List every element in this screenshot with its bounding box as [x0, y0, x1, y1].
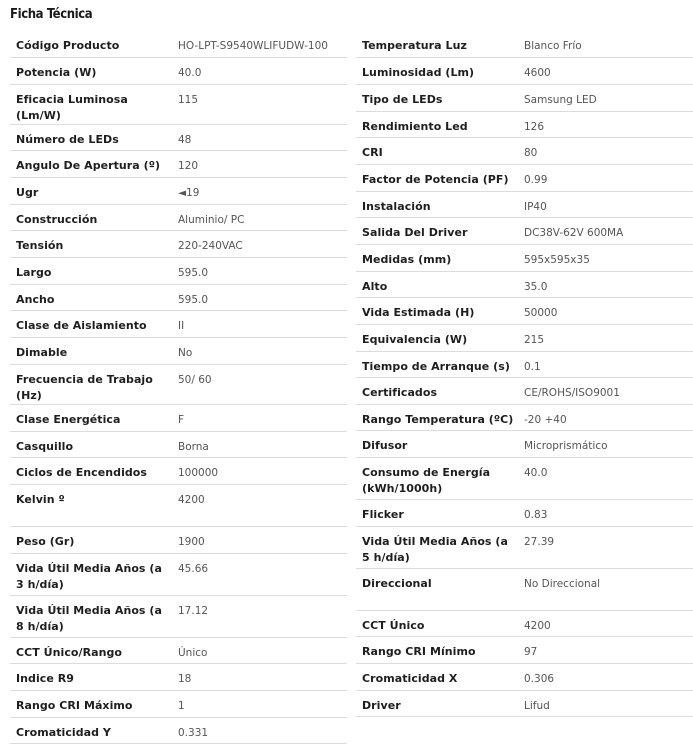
- spec-value: 40.0: [518, 457, 693, 499]
- spec-value: 48: [172, 124, 347, 150]
- spec-label: Factor de Potencia (PF): [356, 164, 518, 191]
- spec-row: [10, 230, 347, 257]
- spec-label: Angulo De Apertura (º): [10, 150, 172, 177]
- spec-row: [356, 164, 693, 191]
- spec-row: [356, 191, 693, 217]
- spec-row: [10, 637, 347, 663]
- spec-value: 0.99: [518, 164, 693, 191]
- spec-value: Aluminio/ PC: [172, 204, 347, 230]
- spec-label: Vida Estimada (H): [356, 297, 518, 324]
- spec-row: [356, 84, 693, 111]
- spec-value: 45.66: [172, 553, 347, 595]
- spec-row: [10, 364, 347, 404]
- spec-label: Ugr: [10, 177, 172, 204]
- spec-label: Casquillo: [10, 431, 172, 457]
- spec-label: Driver: [356, 690, 518, 716]
- spec-value: 115: [172, 84, 347, 124]
- spec-table-left: [10, 31, 347, 744]
- spec-label: Luminosidad (Lm): [356, 57, 518, 84]
- spec-row: [10, 177, 347, 204]
- spec-table-right: [356, 31, 693, 717]
- spec-label: Rango Temperatura (ºC): [356, 404, 518, 430]
- spec-row: [356, 297, 693, 324]
- spec-row: [356, 457, 693, 499]
- spec-value: 40.0: [172, 57, 347, 84]
- spec-row: [10, 595, 347, 637]
- spec-value: 1900: [172, 526, 347, 553]
- spec-row: [10, 337, 347, 364]
- spec-value: Samsung LED: [518, 84, 693, 111]
- spec-value: 215: [518, 324, 693, 351]
- spec-label: Kelvin º: [10, 484, 172, 526]
- spec-label: Rango CRI Máximo: [10, 690, 172, 717]
- spec-row: [10, 553, 347, 595]
- spec-row: [10, 457, 347, 484]
- spec-value: 0.331: [172, 717, 347, 743]
- spec-row: [10, 310, 347, 337]
- spec-value: 97: [518, 636, 693, 663]
- spec-row: [356, 377, 693, 404]
- spec-row: [356, 610, 693, 636]
- spec-row: [356, 351, 693, 377]
- spec-row: [10, 404, 347, 431]
- spec-label: Cromaticidad Y: [10, 717, 172, 743]
- spec-value: CE/ROHS/ISO9001: [518, 377, 693, 404]
- spec-value: No Direccional: [518, 568, 693, 610]
- spec-label: Cromaticidad X: [356, 663, 518, 690]
- spec-label: Alto: [356, 271, 518, 297]
- spec-label: Indice R9: [10, 663, 172, 690]
- spec-label: Equivalencia (W): [356, 324, 518, 351]
- spec-label: Tensión: [10, 230, 172, 257]
- spec-row: [356, 31, 693, 57]
- spec-label: Direccional: [356, 568, 518, 610]
- spec-label: Clase de Aislamiento: [10, 310, 172, 337]
- spec-label: Consumo de Energía (kWh/1000h): [356, 457, 518, 499]
- spec-label: CCT Único/Rango: [10, 637, 172, 663]
- spec-value: 595x595x35: [518, 244, 693, 271]
- spec-value: 595.0: [172, 284, 347, 310]
- spec-label: Construcción: [10, 204, 172, 230]
- spec-label: Número de LEDs: [10, 124, 172, 150]
- spec-label: Vida Útil Media Años (a 3 h/día): [10, 553, 172, 595]
- spec-row: [10, 84, 347, 124]
- spec-label: Rango CRI Mínimo: [356, 636, 518, 663]
- spec-value: 126: [518, 111, 693, 137]
- spec-label: Largo: [10, 257, 172, 284]
- spec-label: Eficacia Luminosa (Lm/W): [10, 84, 172, 124]
- spec-value: 50/ 60: [172, 364, 347, 404]
- spec-row: [10, 257, 347, 284]
- spec-label: Tiempo de Arranque (s): [356, 351, 518, 377]
- spec-row: [356, 111, 693, 137]
- spec-value: ◄19: [172, 177, 347, 204]
- spec-value: F: [172, 404, 347, 431]
- spec-label: Flicker: [356, 499, 518, 526]
- spec-value: 35.0: [518, 271, 693, 297]
- spec-value: Blanco Frío: [518, 31, 693, 57]
- spec-row: [10, 57, 347, 84]
- spec-value: Lifud: [518, 690, 693, 716]
- spec-label: Ancho: [10, 284, 172, 310]
- spec-value: 595.0: [172, 257, 347, 284]
- spec-value: 220-240VAC: [172, 230, 347, 257]
- spec-row: [356, 244, 693, 271]
- spec-row: [356, 404, 693, 430]
- spec-value: 120: [172, 150, 347, 177]
- spec-value: IP40: [518, 191, 693, 217]
- spec-value: Microprismático: [518, 430, 693, 457]
- spec-label: Certificados: [356, 377, 518, 404]
- spec-label: Vida Útil Media Años (a 5 h/día): [356, 526, 518, 568]
- spec-row: [356, 568, 693, 610]
- spec-label: Ciclos de Encendidos: [10, 457, 172, 484]
- spec-label: Código Producto: [10, 31, 172, 57]
- spec-value: 0.306: [518, 663, 693, 690]
- spec-value: -20 +40: [518, 404, 693, 430]
- spec-value: 80: [518, 137, 693, 164]
- spec-label: Clase Energética: [10, 404, 172, 431]
- spec-label: CRI: [356, 137, 518, 164]
- spec-row: [356, 217, 693, 244]
- spec-row: [10, 204, 347, 230]
- spec-row: [356, 137, 693, 164]
- spec-row: [356, 499, 693, 526]
- spec-row: [356, 690, 693, 716]
- spec-label: Rendimiento Led: [356, 111, 518, 137]
- spec-value: 1: [172, 690, 347, 717]
- spec-row: [356, 636, 693, 663]
- spec-row: [356, 430, 693, 457]
- spec-row: [10, 690, 347, 717]
- spec-value: 27.39: [518, 526, 693, 568]
- spec-label: Potencia (W): [10, 57, 172, 84]
- spec-row: [10, 150, 347, 177]
- spec-label: Peso (Gr): [10, 526, 172, 553]
- spec-value: 100000: [172, 457, 347, 484]
- spec-value: 50000: [518, 297, 693, 324]
- spec-label: Tipo de LEDs: [356, 84, 518, 111]
- spec-label: Instalación: [356, 191, 518, 217]
- spec-value: HO-LPT-S9540WLIFUDW-100: [172, 31, 347, 57]
- spec-row: [10, 717, 347, 743]
- spec-row: [10, 526, 347, 553]
- spec-value: 4200: [518, 610, 693, 636]
- spec-row: [10, 484, 347, 526]
- spec-label: Salida Del Driver: [356, 217, 518, 244]
- spec-row: [10, 124, 347, 150]
- spec-row: [356, 663, 693, 690]
- spec-row: [356, 57, 693, 84]
- spec-value: 4600: [518, 57, 693, 84]
- spec-label: Difusor: [356, 430, 518, 457]
- spec-row: [10, 31, 347, 57]
- spec-value: No: [172, 337, 347, 364]
- spec-row: [10, 431, 347, 457]
- spec-label: Medidas (mm): [356, 244, 518, 271]
- spec-value: 17.12: [172, 595, 347, 637]
- spec-value: DC38V-62V 600MA: [518, 217, 693, 244]
- spec-label: Vida Útil Media Años (a 8 h/día): [10, 595, 172, 637]
- spec-row: [356, 324, 693, 351]
- spec-value: 0.83: [518, 499, 693, 526]
- spec-row: [10, 284, 347, 310]
- spec-value: Borna: [172, 431, 347, 457]
- spec-value: Único: [172, 637, 347, 663]
- spec-value: 18: [172, 663, 347, 690]
- section-title: Ficha Técnica: [10, 7, 93, 22]
- spec-value: 4200: [172, 484, 347, 526]
- spec-value: 0.1: [518, 351, 693, 377]
- spec-label: Frecuencia de Trabajo (Hz): [10, 364, 172, 404]
- spec-label: Dimable: [10, 337, 172, 364]
- spec-row: [356, 526, 693, 568]
- spec-label: CCT Único: [356, 610, 518, 636]
- spec-label: Temperatura Luz: [356, 31, 518, 57]
- spec-row: [356, 271, 693, 297]
- spec-value: II: [172, 310, 347, 337]
- spec-row: [10, 663, 347, 690]
